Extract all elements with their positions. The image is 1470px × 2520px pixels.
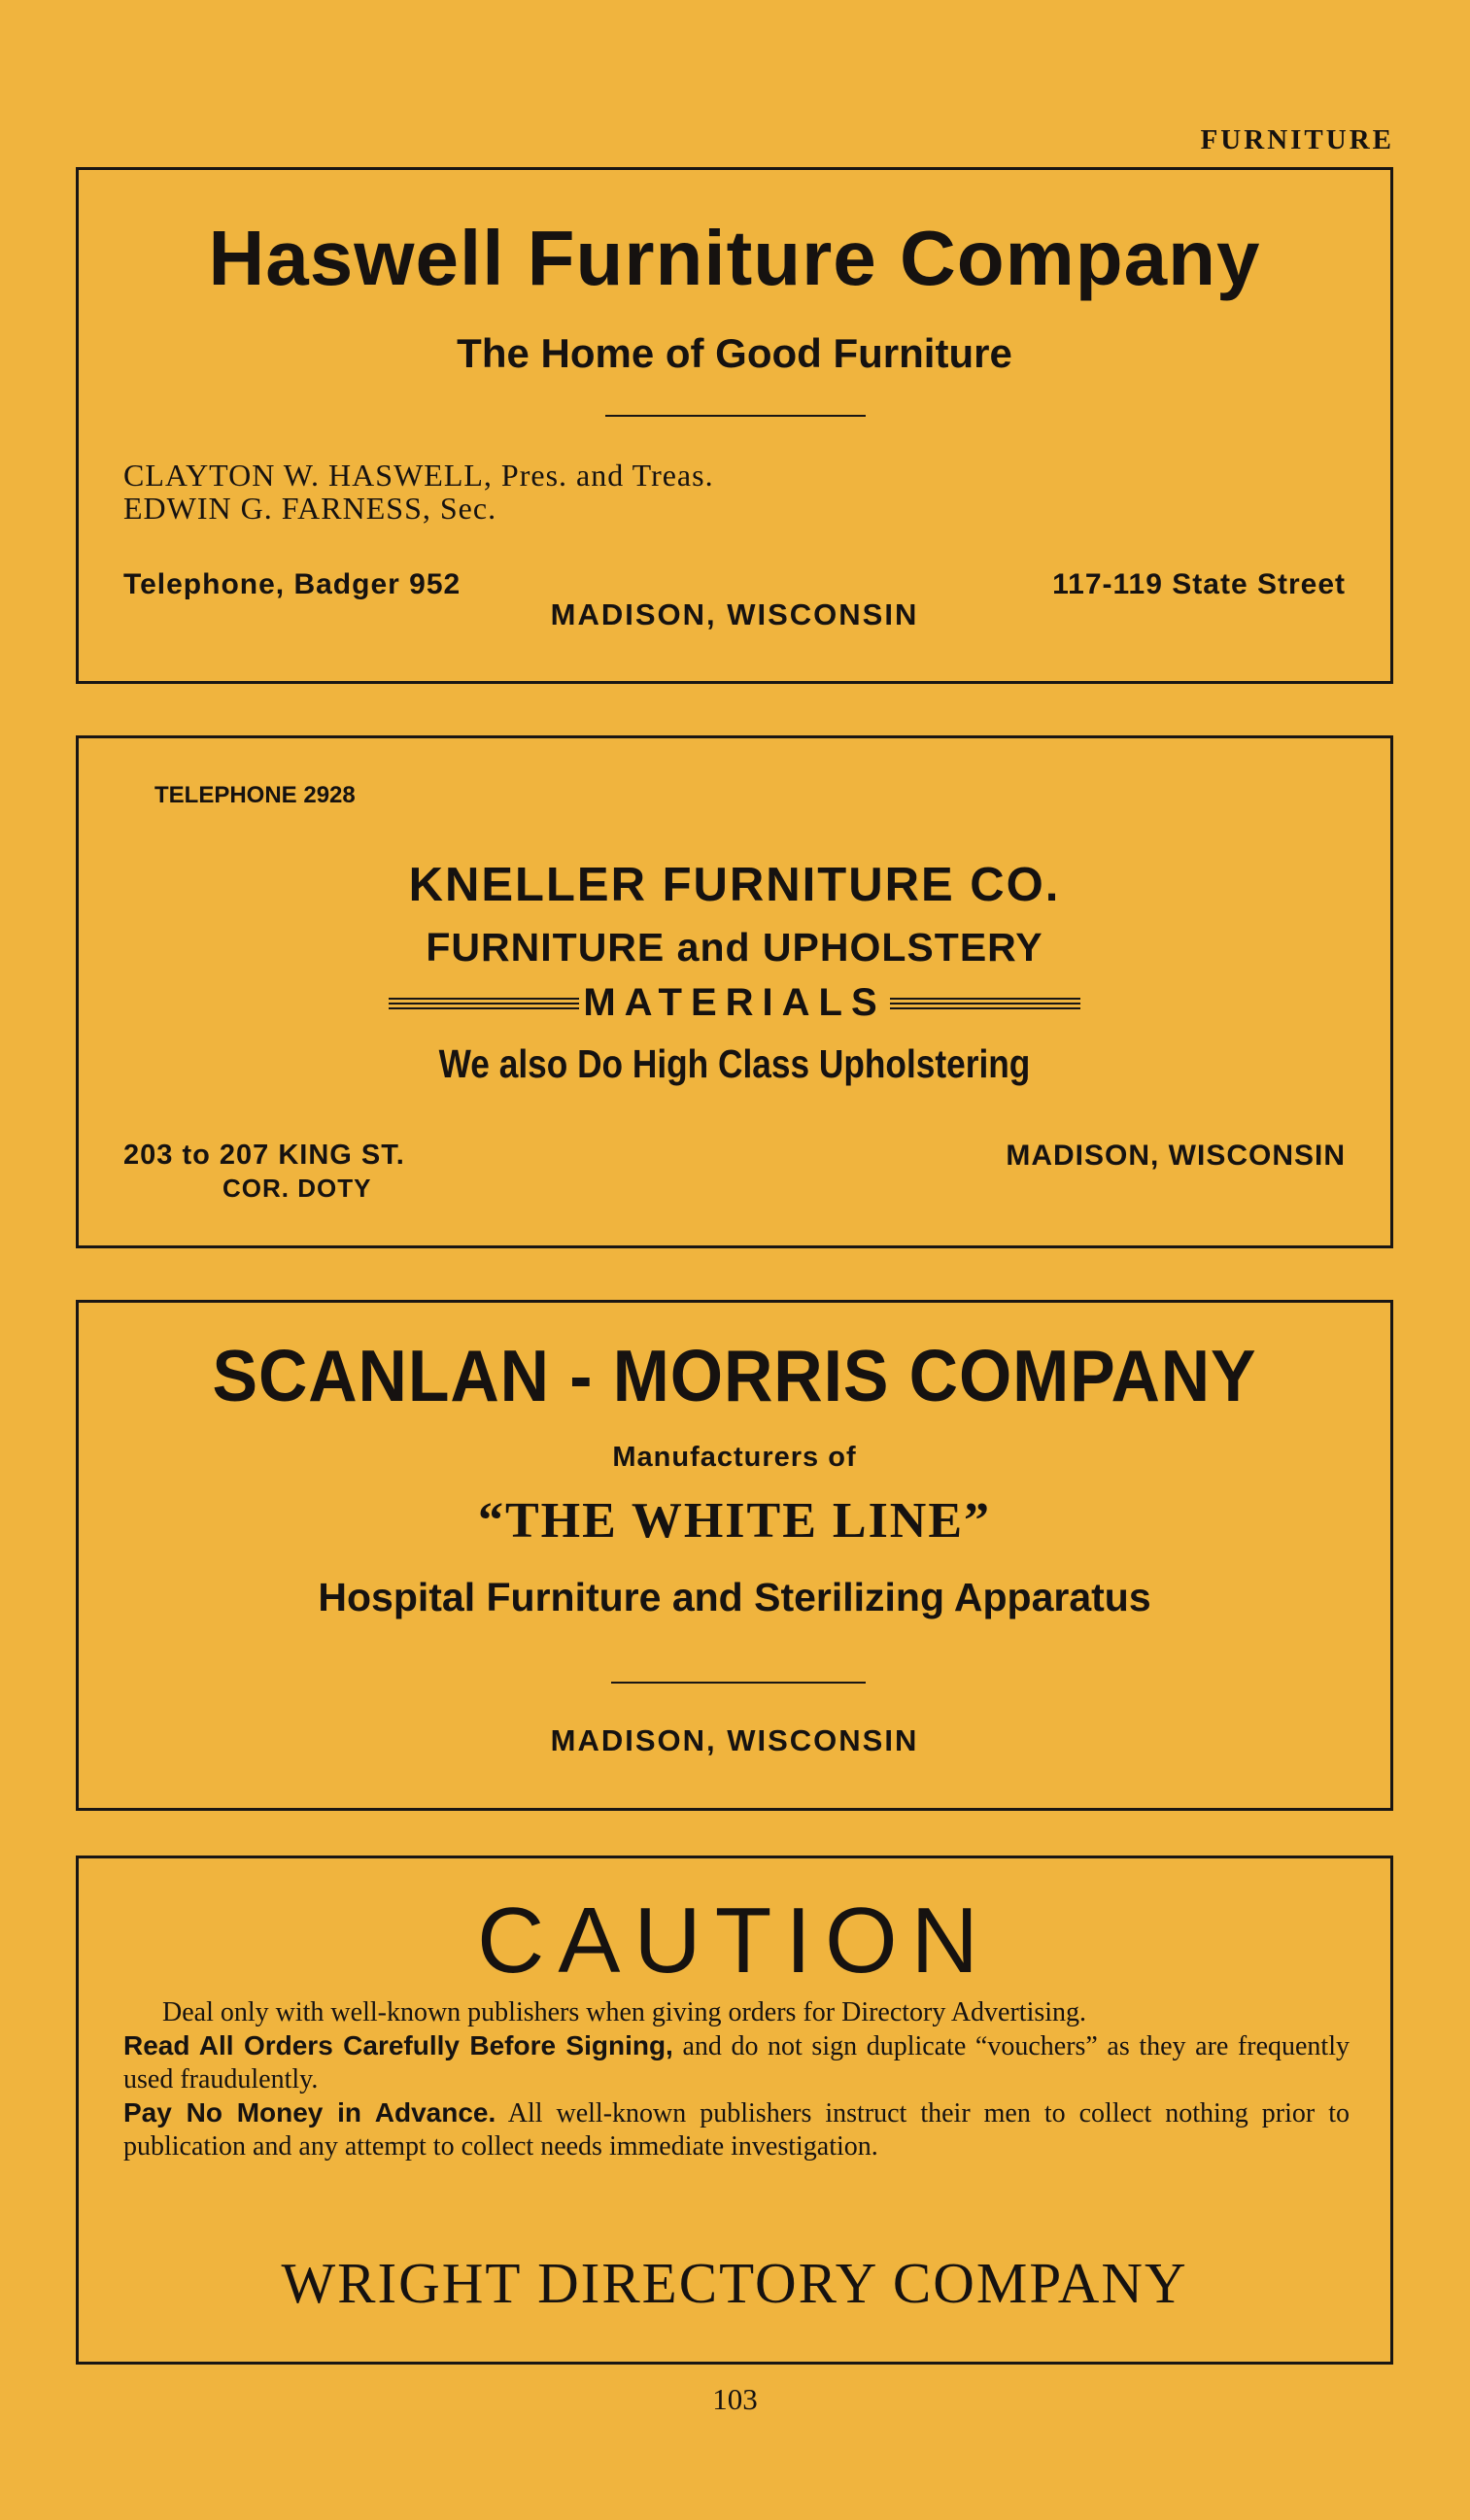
kneller-telephone: TELEPHONE 2928	[154, 782, 356, 808]
scanlan-divider	[611, 1682, 866, 1684]
haswell-street: 117-119 State Street	[1052, 568, 1346, 600]
decorative-rule-left	[389, 998, 579, 1009]
caution-notice	[76, 1856, 1393, 2365]
caution-paragraph-3-text: All well-known publishers instruct their men to collect nothing prior to publication and any attempt to collect needs immediate investigation.	[123, 2098, 1350, 2162]
scanlan-manufacturers: Manufacturers of	[612, 1442, 857, 1473]
haswell-tagline: The Home of Good Furniture	[457, 330, 1012, 376]
caution-paragraph-1: Deal only with well-known publishers when giving orders for Directory Advertising.	[162, 1997, 1087, 2027]
kneller-upholstering: We also Do High Class Upholstering	[438, 1041, 1031, 1086]
haswell-ad	[76, 167, 1393, 684]
caution-company: WRIGHT DIRECTORY COMPANY	[281, 2251, 1188, 2315]
page-header: FURNITURE	[1200, 124, 1394, 155]
scanlan-name: SCANLAN - MORRIS COMPANY	[212, 1335, 1257, 1416]
kneller-address: 203 to 207 KING ST.	[123, 1140, 405, 1171]
kneller-line1: FURNITURE and UPHOLSTERY	[426, 925, 1043, 970]
scanlan-description: Hospital Furniture and Sterilizing Apparatus	[318, 1575, 1151, 1619]
decorative-rule-right	[890, 998, 1080, 1009]
haswell-officer-president: CLAYTON W. HASWELL, Pres. and Treas.	[123, 458, 714, 493]
scanlan-city: MADISON, WISCONSIN	[550, 1723, 919, 1757]
scanlan-product: “THE WHITE LINE”	[477, 1493, 992, 1549]
kneller-materials: MATERIALS	[583, 981, 886, 1024]
caution-title: CAUTION	[477, 1889, 992, 1992]
scanlan-ad	[76, 1300, 1393, 1811]
caution-paragraph-2-bold: Read All Orders Carefully Before Signing,	[123, 2030, 673, 2060]
kneller-ad	[76, 735, 1393, 1248]
haswell-telephone: Telephone, Badger 952	[123, 568, 462, 600]
haswell-title: Haswell Furniture Company	[208, 215, 1261, 301]
caution-paragraph-3	[123, 2096, 1350, 2163]
kneller-name: KNELLER FURNITURE CO.	[408, 859, 1061, 911]
caution-paragraph-3-bold: Pay No Money in Advance.	[123, 2097, 496, 2128]
kneller-city: MADISON, WISCONSIN	[1006, 1140, 1346, 1172]
haswell-divider	[605, 415, 866, 417]
caution-paragraph-2	[123, 2029, 1350, 2096]
kneller-materials-row	[79, 981, 1390, 1025]
page-number: 103	[712, 2382, 758, 2416]
haswell-officer-secretary: EDWIN G. FARNESS, Sec.	[123, 491, 497, 526]
haswell-city: MADISON, WISCONSIN	[550, 597, 919, 631]
kneller-corner: COR. DOTY	[222, 1174, 372, 1203]
caution-text	[123, 1996, 1350, 2163]
caution-paragraph-2-text: and do not sign duplicate “vouchers” as they are frequently used fraudulently.	[123, 2031, 1350, 2094]
